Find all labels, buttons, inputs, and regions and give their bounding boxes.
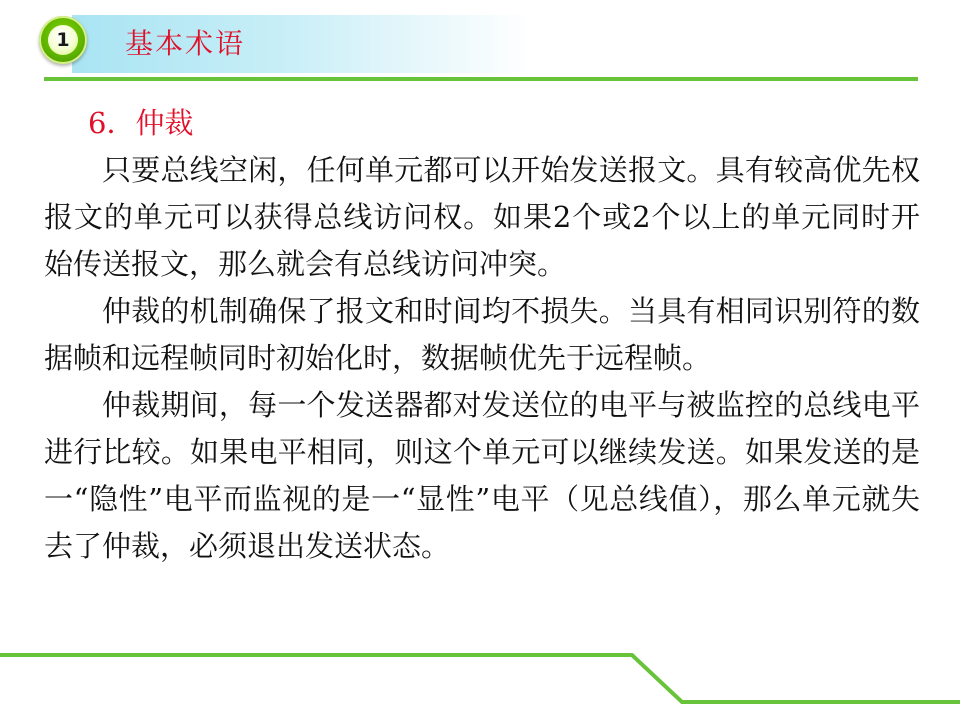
slide-content	[44, 100, 920, 570]
subsection-heading: 6．仲裁	[88, 106, 194, 140]
section-number-badge	[39, 16, 87, 64]
footer-decoration	[0, 640, 960, 720]
header-divider	[44, 77, 918, 81]
paragraph-2: 仲裁的机制确保了报文和时间均不损失。当具有相同识别符的数据帧和远程帧同时初始化时，数据帧优先于远程帧。	[44, 294, 920, 375]
paragraph-3: 仲裁期间，每一个发送器都对发送位的电平与被监控的总线电平进行比较。如果电平相同，则这个单元可以继续发送。如果发送的是一“隐性”电平而监视的是一“显性”电平（见总线值），那么单元就失去了仲裁，必须退出发送状态。	[44, 388, 920, 563]
section-title: 基本术语	[125, 27, 246, 60]
paragraph-1: 只要总线空闲，任何单元都可以开始发送报文。具有较高优先权报文的单元可以获得总线访问权。如果2个或2个以上的单元同时开始传送报文，那么就会有总线访问冲突。	[44, 153, 920, 281]
section-number: 1	[48, 25, 78, 55]
footer-line	[0, 655, 960, 702]
